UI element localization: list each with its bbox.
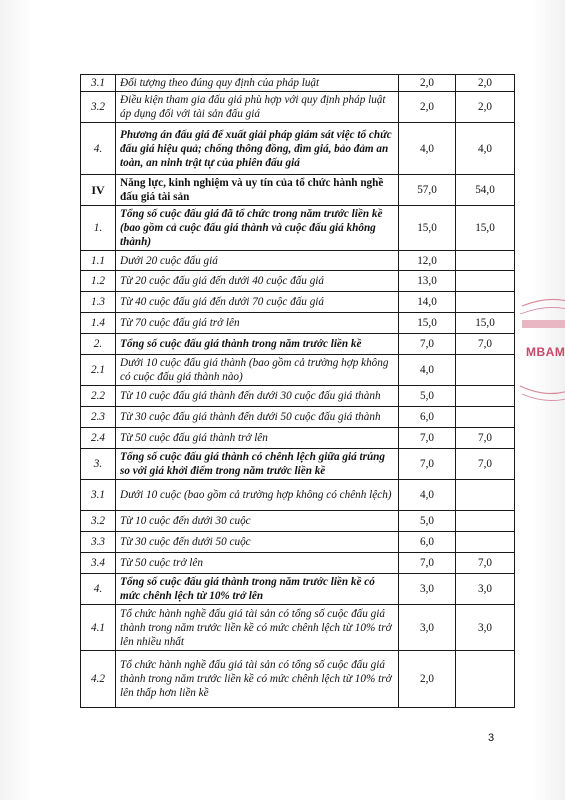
max-score: 13,0 — [399, 271, 456, 292]
row-number: 2.3 — [81, 407, 116, 428]
max-score: 2,0 — [399, 92, 456, 123]
awarded-score: 54,0 — [456, 175, 515, 206]
max-score: 6,0 — [399, 407, 456, 428]
criteria-table-body — [81, 75, 515, 708]
row-description: Điều kiện tham gia đấu giá phù hợp với quy định pháp luật áp dụng đối với tài sản đấu giá — [116, 92, 399, 123]
row-number: 3.4 — [81, 553, 116, 574]
row-number: 3.1 — [81, 75, 116, 92]
awarded-score: 3,0 — [456, 605, 515, 651]
max-score: 4,0 — [399, 123, 456, 175]
table-row — [81, 92, 515, 123]
max-score: 15,0 — [399, 313, 456, 334]
awarded-score — [456, 251, 515, 271]
awarded-score — [456, 651, 515, 708]
max-score: 7,0 — [399, 553, 456, 574]
awarded-score: 7,0 — [456, 334, 515, 355]
max-score: 3,0 — [399, 605, 456, 651]
row-description: Tổ chức hành nghề đấu giá tài sản có tổng số cuộc đấu giá thành trong năm trước liền kề có mức chênh lệch từ 10% trở lên thấp hơn liền kề — [116, 651, 399, 708]
table-row — [81, 574, 515, 605]
row-number: 4. — [81, 574, 116, 605]
row-description: Từ 10 cuộc đến dưới 30 cuộc — [116, 511, 399, 532]
row-description: Từ 50 cuộc đấu giá thành trở lên — [116, 428, 399, 449]
awarded-score — [456, 532, 515, 553]
table-row — [81, 313, 515, 334]
awarded-score: 15,0 — [456, 206, 515, 251]
table-row — [81, 175, 515, 206]
row-number: 1.1 — [81, 251, 116, 271]
row-number: 2.1 — [81, 355, 116, 386]
table-row — [81, 271, 515, 292]
awarded-score — [456, 407, 515, 428]
row-number: 4. — [81, 123, 116, 175]
awarded-score: 4,0 — [456, 123, 515, 175]
row-description: Phương án đấu giá để xuất giải pháp giám sát việc tổ chức đấu giá hiệu quả; chống thông đồng, dìm giá, bảo đảm an toàn, an ninh trật tự của phiên đấu giá — [116, 123, 399, 175]
row-description: Từ 30 cuộc đến dưới 50 cuộc — [116, 532, 399, 553]
row-description: Từ 30 cuộc đấu giá thành đến dưới 50 cuộc đấu giá thành — [116, 407, 399, 428]
max-score: 14,0 — [399, 292, 456, 313]
awarded-score: 2,0 — [456, 92, 515, 123]
table-row — [81, 511, 515, 532]
max-score: 57,0 — [399, 175, 456, 206]
awarded-score: 2,0 — [456, 75, 515, 92]
awarded-score — [456, 355, 515, 386]
row-description: Dưới 10 cuộc (bao gồm cả trường hợp không có chênh lệch) — [116, 480, 399, 511]
seal-text: MBAM — [526, 345, 565, 359]
row-description: Từ 40 cuộc đấu giá đến dưới 70 cuộc đấu giá — [116, 292, 399, 313]
row-number: 3.3 — [81, 532, 116, 553]
row-description: Năng lực, kinh nghiệm và uy tín của tổ chức hành nghề đấu giá tài sản — [116, 175, 399, 206]
row-description: Tổng số cuộc đấu giá thành trong năm trước liền kề — [116, 334, 399, 355]
row-number: 1.4 — [81, 313, 116, 334]
max-score: 6,0 — [399, 532, 456, 553]
awarded-score — [456, 292, 515, 313]
row-description: Từ 50 cuộc trở lên — [116, 553, 399, 574]
row-number: 4.1 — [81, 605, 116, 651]
table-row — [81, 428, 515, 449]
row-number: 4.2 — [81, 651, 116, 708]
row-number: 2. — [81, 334, 116, 355]
max-score: 5,0 — [399, 386, 456, 407]
table-row — [81, 123, 515, 175]
row-description: Từ 20 cuộc đấu giá đến dưới 40 cuộc đấu giá — [116, 271, 399, 292]
max-score: 4,0 — [399, 480, 456, 511]
table-row — [81, 651, 515, 708]
max-score: 7,0 — [399, 449, 456, 480]
row-number: 3.2 — [81, 92, 116, 123]
table-row — [81, 355, 515, 386]
table-row — [81, 292, 515, 313]
row-description: Dưới 20 cuộc đấu giá — [116, 251, 399, 271]
row-number: 3. — [81, 449, 116, 480]
table-row — [81, 386, 515, 407]
awarded-score: 7,0 — [456, 428, 515, 449]
criteria-table — [80, 74, 515, 708]
table-row — [81, 532, 515, 553]
max-score: 7,0 — [399, 428, 456, 449]
max-score: 2,0 — [399, 651, 456, 708]
table-row — [81, 480, 515, 511]
row-number: IV — [81, 175, 116, 206]
max-score: 15,0 — [399, 206, 456, 251]
awarded-score: 3,0 — [456, 574, 515, 605]
max-score: 5,0 — [399, 511, 456, 532]
row-description: Tổng số cuộc đấu giá đã tổ chức trong năm trước liền kề (bao gồm cả cuộc đấu giá thành và cuộc đấu giá không thành) — [116, 206, 399, 251]
row-description: Tổng số cuộc đấu giá thành có chênh lệch giữa giá trúng so với giá khởi điểm trong năm trước liền kề — [116, 449, 399, 480]
row-number: 2.4 — [81, 428, 116, 449]
row-number: 1. — [81, 206, 116, 251]
awarded-score: 7,0 — [456, 449, 515, 480]
row-number: 2.2 — [81, 386, 116, 407]
awarded-score: 15,0 — [456, 313, 515, 334]
max-score: 7,0 — [399, 334, 456, 355]
page-number: 3 — [488, 732, 495, 744]
awarded-score — [456, 271, 515, 292]
row-number: 1.2 — [81, 271, 116, 292]
row-number: 3.1 — [81, 480, 116, 511]
max-score: 3,0 — [399, 574, 456, 605]
row-description: Đối tượng theo đúng quy định của pháp luật — [116, 75, 399, 92]
company-seal — [512, 296, 565, 406]
row-number: 3.2 — [81, 511, 116, 532]
table-row — [81, 206, 515, 251]
table-row — [81, 75, 515, 92]
table-row — [81, 553, 515, 574]
row-description: Từ 10 cuộc đấu giá thành đến dưới 30 cuộc đấu giá thành — [116, 386, 399, 407]
table-row — [81, 251, 515, 271]
max-score: 4,0 — [399, 355, 456, 386]
row-description: Tổng số cuộc đấu giá thành trong năm trước liền kề có mức chênh lệch từ 10% trở lên — [116, 574, 399, 605]
row-description: Tổ chức hành nghề đấu giá tài sản có tổng số cuộc đấu giá thành trong năm trước liền kề có mức chênh lệch từ 10% trở lên nhiều nhất — [116, 605, 399, 651]
table-row — [81, 334, 515, 355]
table-row — [81, 449, 515, 480]
awarded-score — [456, 386, 515, 407]
max-score: 12,0 — [399, 251, 456, 271]
row-number: 1.3 — [81, 292, 116, 313]
row-description: Từ 70 cuộc đấu giá trở lên — [116, 313, 399, 334]
awarded-score — [456, 480, 515, 511]
table-row — [81, 407, 515, 428]
awarded-score — [456, 511, 515, 532]
max-score: 2,0 — [399, 75, 456, 92]
row-description: Dưới 10 cuộc đấu giá thành (bao gồm cả trường hợp không có cuộc đấu giá thành nào) — [116, 355, 399, 386]
awarded-score: 7,0 — [456, 553, 515, 574]
table-row — [81, 605, 515, 651]
